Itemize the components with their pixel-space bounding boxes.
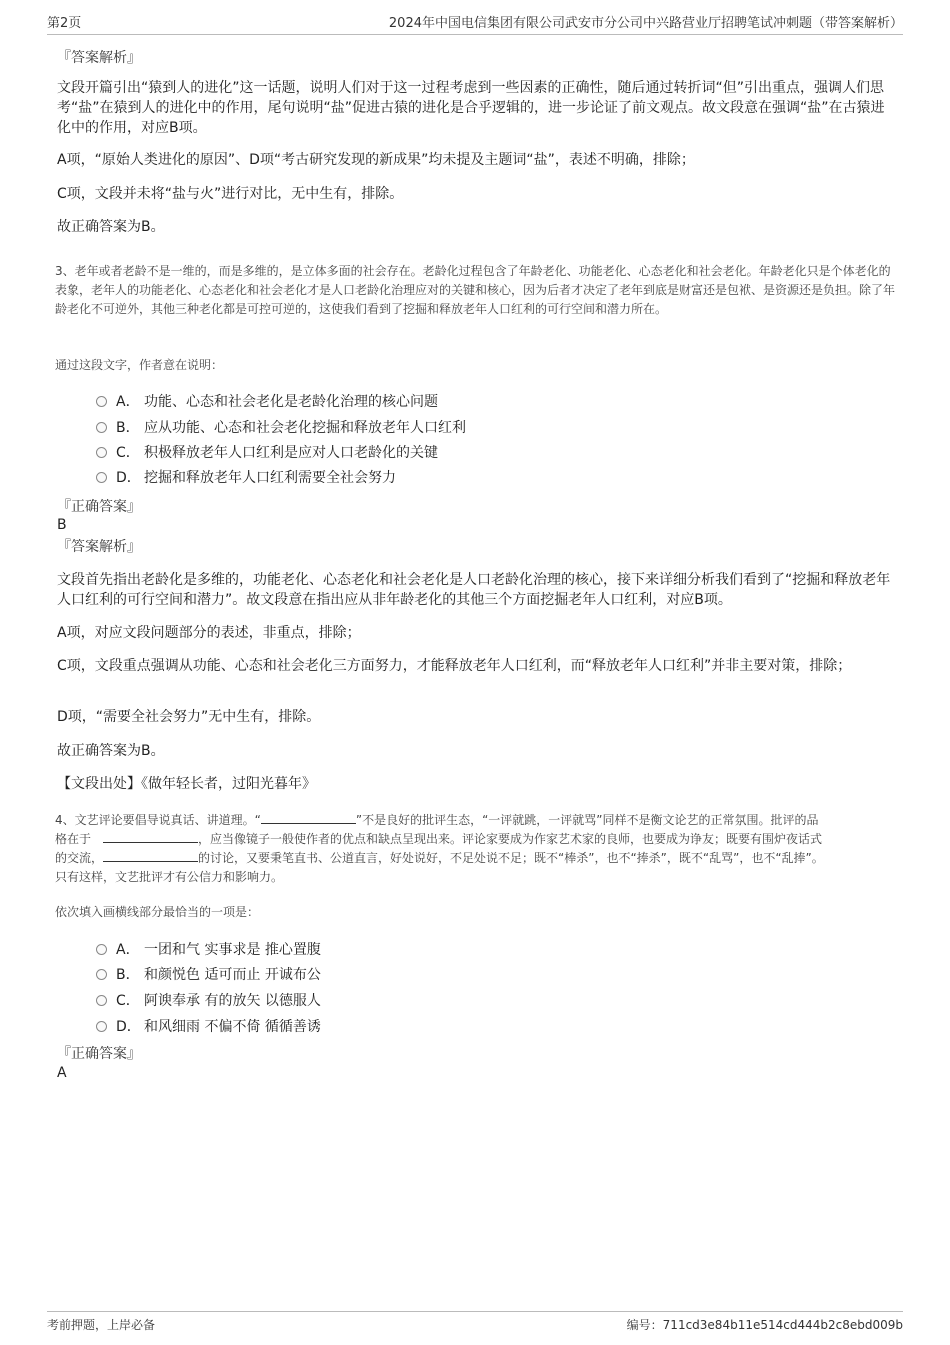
analysis-paragraph: 文段开篇引出“猿到人的进化”这一话题，说明人们对于这一过程考虑到一些因素的正确性，随后通过转折词“但”引出重点，强调人们思考“盐”在猿到人的进化中的作用，尾句说明“盐”促进古猿的进化是合乎逻辑的，进一步论证了前文观点。故文段意在强调“盐”在古猿进化中的作用，对应B项。 (57, 80, 885, 136)
option-letter: A． (116, 942, 140, 958)
radio-icon[interactable] (96, 396, 107, 407)
page-header (47, 14, 903, 35)
option-text: 功能、心态和社会老化是老龄化治理的核心问题 (144, 394, 438, 410)
document-id: 编号：711cd3e84b11e514cd444b2c8ebd009b (626, 1318, 903, 1332)
analysis-conclusion: 故正确答案为B。 (57, 219, 165, 235)
option-d[interactable] (96, 467, 396, 489)
source-citation: 【文段出处】《做年轻长者，过阳光暮年》 (57, 776, 316, 792)
question-stem: 3、老年或者老龄不是一维的，而是多维的，是立体多面的社会存在。老龄化过程包含了年龄老化、功能老化、心态老化和社会老化。年龄老化只是个体老化的表象，老年人的功能老化、心态老化和社会老化才是人口老龄化治理应对的关键和核心，因为后者才决定了老年到底是财富还是包袱、是资源还是负担。除了年龄老化不可逆外，其他三种老化都是可控可逆的，这使我们看到了挖掘和释放老年人口红利的可行空间和潜力所在。 (55, 264, 896, 316)
radio-icon[interactable] (96, 447, 107, 458)
option-text: 阿谀奉承 有的放矢 以德服人 (144, 993, 321, 1009)
option-text: 和风细雨 不偏不倚 循循善诱 (144, 1019, 321, 1035)
option-letter: A． (116, 394, 140, 410)
footer-slogan: 考前押题，上岸必备 (47, 1318, 156, 1332)
correct-answer: A (57, 1065, 67, 1081)
option-letter: D． (116, 1019, 141, 1035)
stem-text: ，应当像镜子一般使作者的优点和缺点呈现出来。评论家要成为作家艺术家的良师，也要成为诤友；既要有围炉夜话式 (198, 832, 823, 846)
fill-blank (103, 849, 198, 862)
question-stem-line (55, 830, 900, 849)
analysis-conclusion: 故正确答案为B。 (57, 743, 165, 759)
option-letter: C． (116, 993, 140, 1009)
stem-text: 的讨论，又要秉笔直书、公道直言，好处说好，不足处说不足；既不“棒杀”，也不“捧杀”，既不“乱骂”，也不“乱捧”。 (198, 851, 824, 865)
option-c[interactable] (96, 990, 321, 1012)
correct-answer-label: 『正确答案』 (57, 499, 141, 515)
analysis-paragraph: 文段首先指出老龄化是多维的，功能老化、心态老化和社会老化是人口老龄化治理的核心，接下来详细分析我们看到了“挖掘和释放老年人口红利的可行空间和潜力”。故文段意在指出应从非年龄老化的其他三个方面挖掘老年人口红利，对应B项。 (57, 572, 891, 608)
radio-icon[interactable] (96, 472, 107, 483)
option-d[interactable] (96, 1016, 321, 1038)
radio-icon[interactable] (96, 969, 107, 980)
option-text: 积极释放老年人口红利是应对人口老龄化的关键 (144, 445, 438, 461)
question-stem-line (55, 811, 900, 830)
option-text: 应从功能、心态和社会老化挖掘和释放老年人口红利 (144, 420, 466, 436)
analysis-label: 『答案解析』 (57, 50, 141, 66)
analysis-paragraph: C项，文段重点强调从功能、心态和社会老化三方面努力，才能释放老年人口红利，而“释放老年人口红利”并非主要对策，排除； (57, 658, 852, 674)
correct-answer-label: 『正确答案』 (57, 1046, 141, 1062)
page-footer (47, 1311, 903, 1334)
correct-answer: B (57, 517, 67, 533)
analysis-paragraph: D项，“需要全社会努力”无中生有，排除。 (57, 709, 321, 725)
document-title: 2024年中国电信集团有限公司武安市分公司中兴路营业厅招聘笔试冲刺题（带答案解析） (388, 16, 903, 31)
fill-blank (103, 830, 198, 843)
option-letter: B． (116, 967, 140, 983)
radio-icon[interactable] (96, 1021, 107, 1032)
fill-blank (261, 811, 356, 824)
radio-icon[interactable] (96, 422, 107, 433)
option-letter: C． (116, 445, 140, 461)
option-a[interactable] (96, 939, 321, 961)
question-prompt: 通过这段文字，作者意在说明： (55, 358, 224, 372)
stem-text: 格在于 (55, 832, 92, 846)
stem-text: ”不是良好的批评生态，“一评就跳，一评就骂”同样不是衡文论艺的正常氛围。批评的品 (355, 813, 819, 827)
analysis-label: 『答案解析』 (57, 539, 141, 555)
stem-text: 4、文艺评论要倡导说真话、讲道理。“ (55, 813, 261, 827)
option-text: 挖掘和释放老年人口红利需要全社会努力 (144, 470, 396, 486)
page-number: 第2页 (47, 16, 82, 31)
question-prompt: 依次填入画横线部分最恰当的一项是： (55, 905, 260, 919)
question-stem-line: 只有这样，文艺批评才有公信力和影响力。 (55, 870, 284, 884)
analysis-paragraph: A项，对应文段问题部分的表述，非重点，排除； (57, 625, 361, 641)
analysis-paragraph: A项，“原始人类进化的原因”、D项“考古研究发现的新成果”均未提及主题词“盐”，表述不明确，排除； (57, 152, 695, 168)
stem-text: 的交流， (55, 851, 104, 865)
radio-icon[interactable] (96, 944, 107, 955)
radio-icon[interactable] (96, 995, 107, 1006)
analysis-paragraph: C项，文段并未将“盐与火”进行对比，无中生有，排除。 (57, 186, 404, 202)
option-a[interactable] (96, 391, 438, 413)
option-text: 一团和气 实事求是 推心置腹 (144, 942, 321, 958)
option-b[interactable] (96, 417, 466, 439)
option-c[interactable] (96, 442, 438, 464)
option-letter: B． (116, 420, 140, 436)
option-text: 和颜悦色 适可而止 开诚布公 (144, 967, 321, 983)
option-b[interactable] (96, 964, 321, 986)
question-stem-line (55, 849, 900, 868)
option-letter: D． (116, 470, 141, 486)
